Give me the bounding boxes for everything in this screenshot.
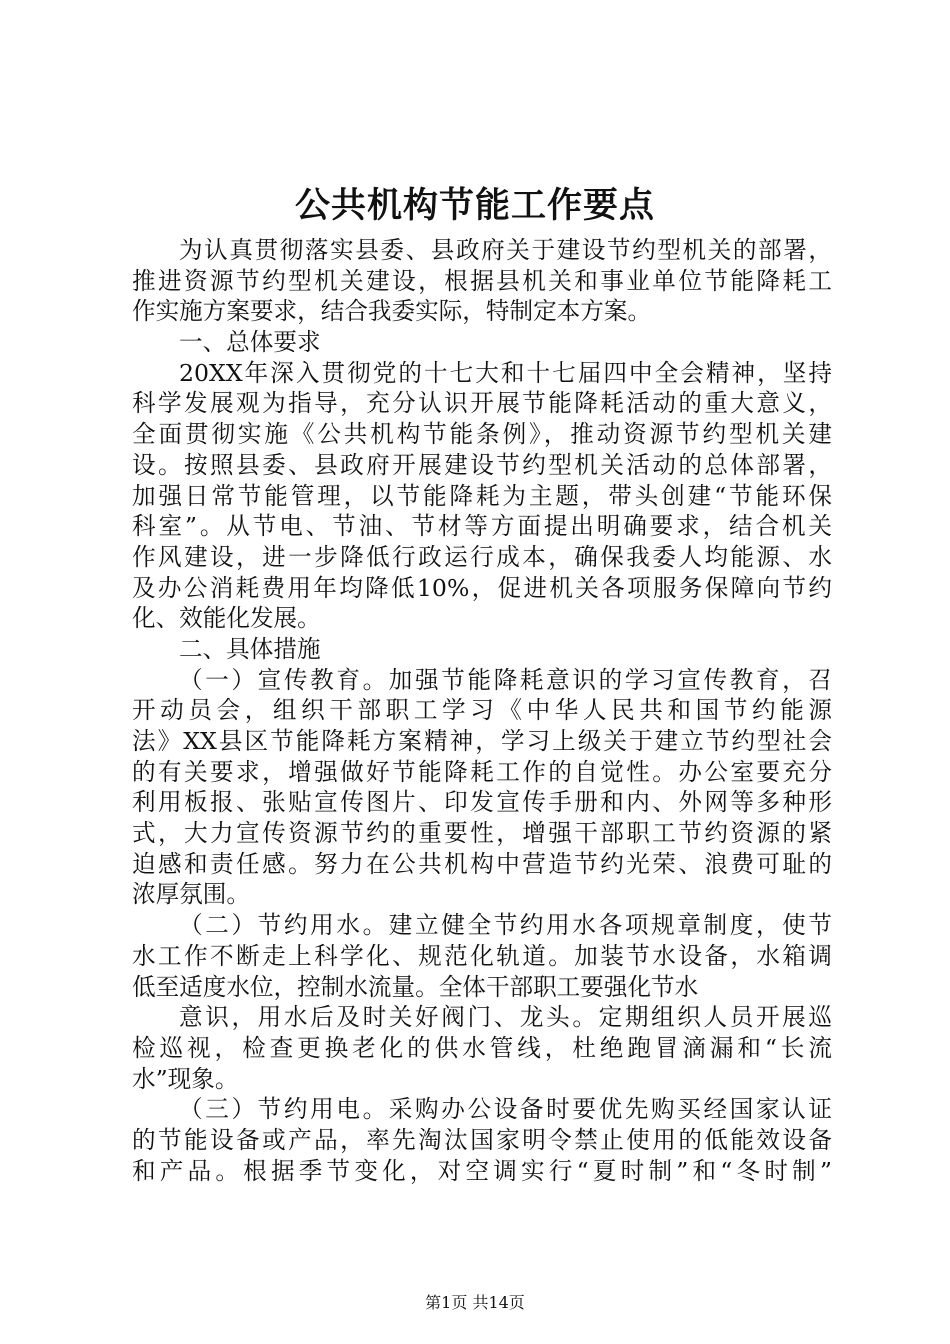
text-line: 低至适度水位，控制水流量。全体干部职工要强化节水 xyxy=(132,972,699,1001)
text-line: 的节能设备或产品，率先淘汰国家明令禁止使用的低能效设备 xyxy=(132,1125,832,1154)
text-line: 推进资源节约型机关建设，根据县机关和事业单位节能降耗工 xyxy=(132,266,832,295)
section-heading: 一、总体要求 xyxy=(179,328,321,357)
text-line: 浓厚氛围。 xyxy=(132,880,250,909)
text-line: 及办公消耗费用年均降低10%，促进机关各项服务保障向节约 xyxy=(132,573,832,602)
text-line: 式，大力宣传资源节约的重要性，增强干部职工节约资源的紧 xyxy=(132,819,832,848)
section-heading: 二、具体措施 xyxy=(179,634,321,663)
text-line: （二）节约用水。建立健全节约用水各项规章制度，使节 xyxy=(179,911,832,940)
text-line: 利用板报、张贴宣传图片、印发宣传手册和内、外网等多种形 xyxy=(132,788,832,817)
text-line: （一）宣传教育。加强节能降耗意识的学习宣传教育，召 xyxy=(179,665,832,694)
page-footer: 第1页 共14页 xyxy=(425,1293,525,1312)
text-line: 检巡视，检查更换老化的供水管线，杜绝跑冒滴漏和“长流 xyxy=(132,1033,832,1062)
text-line: 科学发展观为指导，充分认识开展节能降耗活动的重大意义， xyxy=(132,389,832,418)
text-line: 加强日常节能管理，以节能降耗为主题，带头创建“节能环保 xyxy=(132,481,832,510)
text-line: 的有关要求，增强做好节能降耗工作的自觉性。办公室要充分 xyxy=(132,757,832,786)
text-line: 迫感和责任感。努力在公共机构中营造节约光荣、浪费可耻的 xyxy=(132,849,832,878)
text-line: 意识，用水后及时关好阀门、龙头。定期组织人员开展巡 xyxy=(179,1003,832,1032)
text-line: 设。按照县委、县政府开展建设节约型机关活动的总体部署， xyxy=(132,450,832,479)
document-title: 公共机构节能工作要点 xyxy=(294,185,655,226)
text-line: 化、效能化发展。 xyxy=(132,604,321,633)
document-body xyxy=(132,235,832,1186)
text-line: 和产品。根据季节变化，对空调实行“夏时制”和“冬时制” xyxy=(132,1156,832,1185)
text-line: 作风建设，进一步降低行政运行成本，确保我委人均能源、水 xyxy=(132,542,832,571)
text-line: （三）节约用电。采购办公设备时要优先购买经国家认证 xyxy=(179,1095,832,1124)
text-line: 开动员会，组织干部职工学习《中华人民共和国节约能源 xyxy=(132,696,832,725)
text-line: 水”现象。 xyxy=(132,1064,239,1093)
text-line: 水工作不断走上科学化、规范化轨道。加装节水设备，水箱调 xyxy=(132,941,832,970)
text-line: 为认真贯彻落实县委、县政府关于建设节约型机关的部署， xyxy=(179,236,832,264)
text-line: 全面贯彻实施《公共机构节能条例》，推动资源节约型机关建 xyxy=(132,420,832,449)
text-line: 20XX年深入贯彻党的十七大和十七届四中全会精神，坚持 xyxy=(179,358,832,387)
text-line: 作实施方案要求，结合我委实际，特制定本方案。 xyxy=(132,297,652,326)
text-line: 科室”。从节电、节油、节材等方面提出明确要求，结合机关 xyxy=(132,512,832,541)
text-line: 法》XX县区节能降耗方案精神，学习上级关于建立节约型社会 xyxy=(132,727,832,755)
